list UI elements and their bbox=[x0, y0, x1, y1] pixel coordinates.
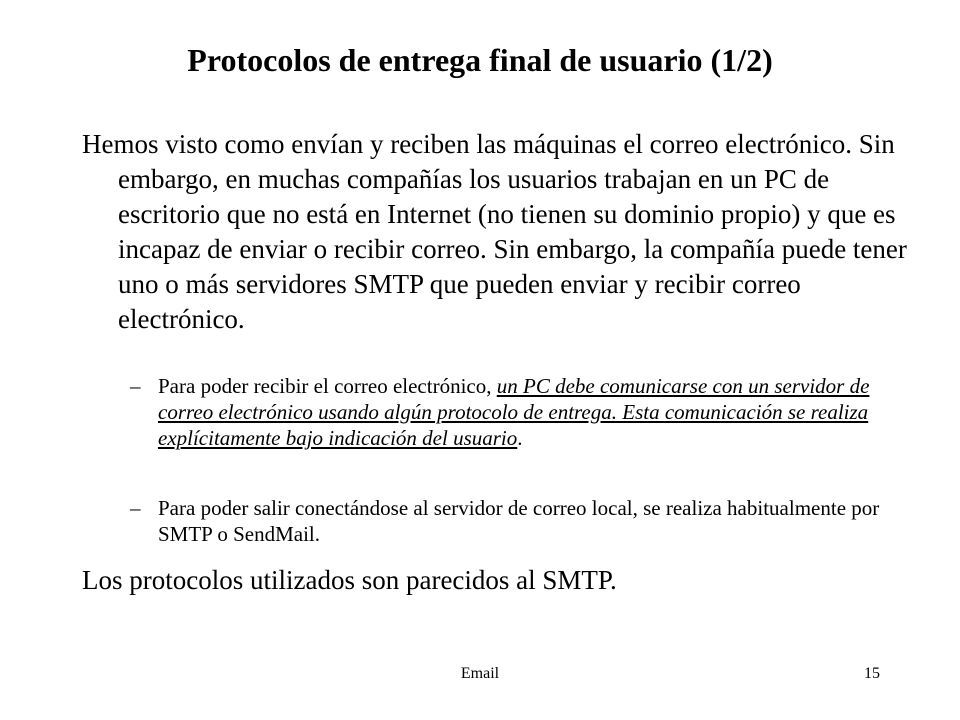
body-paragraph-2: Los protocolos utilizados son parecidos al SMTP. bbox=[82, 565, 617, 595]
sub-bullet-1-lead: Para poder recibir el correo electrónico, bbox=[158, 374, 497, 398]
footer-title: Email bbox=[460, 665, 500, 682]
body-paragraph-1: Hemos visto como envían y reciben las máquinas el correo electrónico. Sin embargo, en muchas compañías los usuarios trabajan en un PC de escritorio que no está en Internet (no tienen su dominio propio) y que es incapaz de enviar o recibir correo. Sin embargo, la compañía puede tener uno o más servidores SMTP que pueden enviar y recibir correo electrónico. bbox=[82, 129, 907, 334]
dash-bullet-icon: – bbox=[130, 374, 141, 398]
sub-bullet-2-text: Para poder salir conectándose al servidor de correo local, se realiza habitualmente por SMTP o SendMail. bbox=[158, 496, 880, 546]
sub-bullet-1 bbox=[130, 373, 918, 451]
dash-bullet-icon: – bbox=[130, 496, 141, 520]
page-number: 15 bbox=[864, 665, 880, 682]
sub-bullet-1-tail: . bbox=[517, 426, 523, 450]
slide-title: Protocolos de entrega final de usuario (1/2) bbox=[187, 42, 773, 78]
sub-bullet-1-emphasis: un PC debe comunicarse con un servidor de correo electrónico usando algún protocolo de entrega. Esta comunicación se realiza explícitamente bajo indicación del usuario bbox=[158, 374, 870, 450]
sub-bullet-2 bbox=[130, 495, 918, 547]
